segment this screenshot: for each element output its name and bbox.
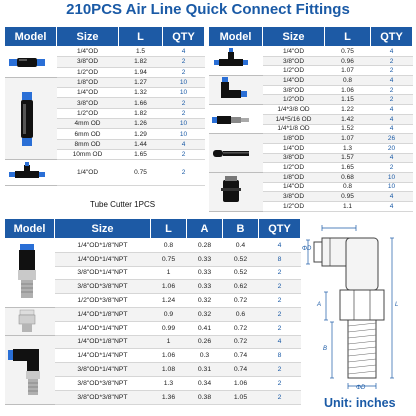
qty-cell: 2 xyxy=(163,67,205,77)
size-cell: 1/4*3/8 OD xyxy=(263,105,325,115)
elbow-diagram-icon xyxy=(304,222,414,394)
table-row xyxy=(5,239,301,253)
b-cell: 0.52 xyxy=(223,266,259,280)
length-cell: 1.06 xyxy=(151,349,187,363)
length-cell: 1.82 xyxy=(119,108,163,118)
length-cell: 0.8 xyxy=(325,182,371,192)
header-model: Model xyxy=(5,27,57,47)
size-cell: 1/4"OD xyxy=(263,143,325,153)
qty-cell: 4 xyxy=(163,47,205,57)
size-cell: 1/8"OD xyxy=(263,134,325,144)
b-cell: 0.72 xyxy=(223,335,259,349)
size-cell: 3/8"OD xyxy=(263,56,325,66)
qty-cell: 2 xyxy=(259,390,301,404)
length-cell: 1.1 xyxy=(325,202,371,212)
qty-cell: 2 xyxy=(259,266,301,280)
header-size: Size xyxy=(55,219,151,239)
length-cell: 0.99 xyxy=(151,321,187,335)
table-header-row xyxy=(5,219,301,239)
table-row xyxy=(5,160,205,186)
size-cell: 3/8"OD xyxy=(263,192,325,202)
a-cell: 0.33 xyxy=(187,266,223,280)
length-cell: 0.9 xyxy=(151,307,187,321)
straight-union-icon xyxy=(5,47,57,78)
size-cell: 1/4"OD xyxy=(263,76,325,86)
size-cell: 1/2"OD xyxy=(57,108,119,118)
a-cell: 0.38 xyxy=(187,390,223,404)
qty-cell: 2 xyxy=(371,85,413,95)
header-qty: QTY xyxy=(371,27,413,47)
qty-cell: 4 xyxy=(371,124,413,134)
qty-cell: 10 xyxy=(163,129,205,139)
size-cell: 4mm OD xyxy=(57,119,119,129)
size-cell: 1/2"OD xyxy=(263,95,325,105)
length-cell: 1.06 xyxy=(151,280,187,294)
qty-cell: 2 xyxy=(259,321,301,335)
qty-cell: 4 xyxy=(371,105,413,115)
table-row xyxy=(5,307,301,321)
qty-cell: 20 xyxy=(371,143,413,153)
qty-cell: 4 xyxy=(371,192,413,202)
table-row xyxy=(5,47,205,57)
size-cell: 1/2"OD xyxy=(263,202,325,212)
size-cell: 1/8"OD xyxy=(263,172,325,182)
size-cell: 3/8"OD xyxy=(57,57,119,67)
qty-cell: 26 xyxy=(371,134,413,144)
dim-label-a: A xyxy=(317,302,322,308)
size-cell: 3/8"OD*1/4"NPT xyxy=(55,266,151,280)
header-l: L xyxy=(151,219,187,239)
length-cell: 1.57 xyxy=(325,153,371,163)
length-cell: 1.94 xyxy=(119,67,163,77)
header-model: Model xyxy=(209,27,263,47)
header-l: L xyxy=(119,27,163,47)
length-cell: 1.42 xyxy=(325,114,371,124)
length-cell: 1.08 xyxy=(151,363,187,377)
header-model: Model xyxy=(5,219,55,239)
size-cell: 1/4"OD*1/8"NPT xyxy=(55,307,151,321)
size-cell: 8mm OD xyxy=(57,139,119,149)
header-a: A xyxy=(187,219,223,239)
qty-cell: 8 xyxy=(259,349,301,363)
length-cell: 1.3 xyxy=(151,376,187,390)
b-cell: 0.74 xyxy=(223,363,259,377)
table-header-row xyxy=(209,27,413,47)
dim-label-l: L xyxy=(395,302,399,308)
length-cell: 1.22 xyxy=(325,105,371,115)
size-cell: 1/8"OD xyxy=(57,77,119,87)
a-cell: 0.33 xyxy=(187,252,223,266)
qty-cell: 10 xyxy=(371,172,413,182)
elbow-icon xyxy=(209,76,263,105)
length-cell: 1.5 xyxy=(119,47,163,57)
a-cell: 0.33 xyxy=(187,280,223,294)
size-cell: 1/4"OD xyxy=(57,47,119,57)
fittings-table-1 xyxy=(4,26,205,186)
header-size: Size xyxy=(57,27,119,47)
length-cell: 1.06 xyxy=(325,85,371,95)
table-header-row xyxy=(5,27,205,47)
length-cell: 0.8 xyxy=(325,76,371,86)
unit-label: Unit: inches xyxy=(324,396,396,410)
a-cell: 0.3 xyxy=(187,349,223,363)
qty-cell: 2 xyxy=(259,363,301,377)
bulkhead-icon xyxy=(209,172,263,211)
size-cell: 1/4"OD*1/4"NPT xyxy=(55,252,151,266)
qty-cell: 10 xyxy=(163,119,205,129)
qty-cell: 8 xyxy=(259,252,301,266)
size-cell: 1/4*5/16 OD xyxy=(263,114,325,124)
qty-cell: 2 xyxy=(259,294,301,308)
length-cell: 1.52 xyxy=(325,124,371,134)
b-cell: 0.74 xyxy=(223,349,259,363)
qty-cell: 2 xyxy=(371,66,413,76)
length-cell: 0.95 xyxy=(325,192,371,202)
size-cell: 1/2"OD xyxy=(57,67,119,77)
length-cell: 1.07 xyxy=(325,66,371,76)
size-cell: 3/8"OD*1/4"NPT xyxy=(55,363,151,377)
length-cell: 1.07 xyxy=(325,134,371,144)
a-cell: 0.32 xyxy=(187,294,223,308)
size-cell: 1/4"OD xyxy=(263,47,325,57)
qty-cell: 10 xyxy=(371,182,413,192)
b-cell: 0.62 xyxy=(223,280,259,294)
a-cell: 0.28 xyxy=(187,239,223,253)
size-cell: 3/8"OD*3/8"NPT xyxy=(55,390,151,404)
qty-cell: 4 xyxy=(371,114,413,124)
size-cell: 6mm OD xyxy=(57,129,119,139)
y-union-icon xyxy=(5,160,57,186)
qty-cell: 2 xyxy=(259,376,301,390)
table-row xyxy=(209,76,413,86)
size-cell: 1/4"OD xyxy=(57,88,119,98)
b-cell: 0.72 xyxy=(223,294,259,308)
b-cell: 1.06 xyxy=(223,376,259,390)
npt-fittings-table xyxy=(4,218,301,405)
length-cell: 1.66 xyxy=(119,98,163,108)
qty-cell: 2 xyxy=(371,56,413,66)
table-row xyxy=(209,134,413,144)
length-cell: 0.75 xyxy=(151,252,187,266)
qty-cell: 4 xyxy=(371,202,413,212)
size-cell: 1/4"OD*1/8"NPT xyxy=(55,239,151,253)
a-cell: 0.34 xyxy=(187,376,223,390)
header-l: L xyxy=(325,27,371,47)
size-cell: 1/4"OD xyxy=(57,160,119,186)
length-cell: 1.65 xyxy=(325,163,371,173)
length-cell: 1 xyxy=(151,266,187,280)
hex-swivel-icon xyxy=(5,307,55,335)
size-cell: 1/4*1/8 OD xyxy=(263,124,325,134)
header-b: B xyxy=(223,219,259,239)
size-cell: 1/4"OD*1/8"NPT xyxy=(55,335,151,349)
dim-label-thread-od: ΦD xyxy=(356,385,366,391)
qty-cell: 2 xyxy=(163,57,205,67)
qty-cell: 2 xyxy=(371,95,413,105)
dim-label-od: ΦD xyxy=(302,246,312,252)
table-row xyxy=(209,172,413,182)
qty-cell: 2 xyxy=(259,307,301,321)
a-cell: 0.26 xyxy=(187,335,223,349)
header-size: Size xyxy=(263,27,325,47)
length-cell: 0.75 xyxy=(119,160,163,186)
size-cell: 1/2"OD xyxy=(263,66,325,76)
size-cell: 3/8"OD*3/8"NPT xyxy=(55,280,151,294)
size-cell: 1/4"OD xyxy=(263,182,325,192)
a-cell: 0.32 xyxy=(187,307,223,321)
size-cell: 3/8"OD xyxy=(263,153,325,163)
qty-cell: 2 xyxy=(163,98,205,108)
size-cell: 10mm OD xyxy=(57,149,119,159)
table-row xyxy=(5,335,301,349)
qty-cell: 4 xyxy=(371,153,413,163)
b-cell: 1.05 xyxy=(223,390,259,404)
qty-cell: 2 xyxy=(163,160,205,186)
size-cell: 3/8"OD xyxy=(57,98,119,108)
length-cell: 1.27 xyxy=(119,77,163,87)
table-row xyxy=(5,77,205,87)
size-cell: 1/4"OD*1/4"NPT xyxy=(55,321,151,335)
b-cell: 0.72 xyxy=(223,321,259,335)
header-qty: QTY xyxy=(163,27,205,47)
size-cell: 3/8"OD*3/8"NPT xyxy=(55,376,151,390)
b-cell: 0.6 xyxy=(223,307,259,321)
qty-cell: 2 xyxy=(163,108,205,118)
length-cell: 0.68 xyxy=(325,172,371,182)
qty-cell: 4 xyxy=(259,335,301,349)
dim-label-b: B xyxy=(323,346,328,352)
table-row xyxy=(209,105,413,115)
plug-icon xyxy=(209,134,263,173)
qty-cell: 4 xyxy=(259,239,301,253)
table-row xyxy=(209,47,413,57)
page-title: 210PCS Air Line Quick Connect Fittings xyxy=(66,1,350,18)
length-cell: 0.75 xyxy=(325,47,371,57)
length-cell: 1.44 xyxy=(119,139,163,149)
length-cell: 1.82 xyxy=(119,57,163,67)
b-cell: 0.52 xyxy=(223,252,259,266)
elbow-npt-icon xyxy=(5,335,55,404)
a-cell: 0.41 xyxy=(187,321,223,335)
reducer-icon xyxy=(209,105,263,134)
length-cell: 1.29 xyxy=(119,129,163,139)
length-cell: 1 xyxy=(151,335,187,349)
length-cell: 1.24 xyxy=(151,294,187,308)
qty-cell: 10 xyxy=(163,88,205,98)
length-cell: 1.65 xyxy=(119,149,163,159)
length-cell: 1.15 xyxy=(325,95,371,105)
size-cell: 1/2"OD xyxy=(263,163,325,173)
size-cell: 1/2"OD*3/8"NPT xyxy=(55,294,151,308)
qty-cell: 10 xyxy=(163,77,205,87)
size-cell: 3/8"OD xyxy=(263,85,325,95)
qty-cell: 2 xyxy=(259,280,301,294)
length-cell: 1.3 xyxy=(325,143,371,153)
length-cell: 0.96 xyxy=(325,56,371,66)
qty-cell: 4 xyxy=(371,76,413,86)
tee-icon xyxy=(209,47,263,76)
qty-cell: 2 xyxy=(163,149,205,159)
length-cell: 1.26 xyxy=(119,119,163,129)
length-cell: 1.36 xyxy=(151,390,187,404)
male-straight-icon xyxy=(5,239,55,308)
length-cell: 1.32 xyxy=(119,88,163,98)
qty-cell: 4 xyxy=(371,47,413,57)
b-cell: 0.4 xyxy=(223,239,259,253)
qty-cell: 2 xyxy=(371,163,413,173)
union-reducer-icon xyxy=(5,77,57,159)
header-qty: QTY xyxy=(259,219,301,239)
size-cell: 1/4"OD*1/4"NPT xyxy=(55,349,151,363)
fittings-table-2 xyxy=(208,26,413,212)
length-cell: 0.8 xyxy=(151,239,187,253)
qty-cell: 4 xyxy=(163,139,205,149)
tube-cutter-label: Tube Cutter 1PCS xyxy=(90,200,156,209)
a-cell: 0.31 xyxy=(187,363,223,377)
